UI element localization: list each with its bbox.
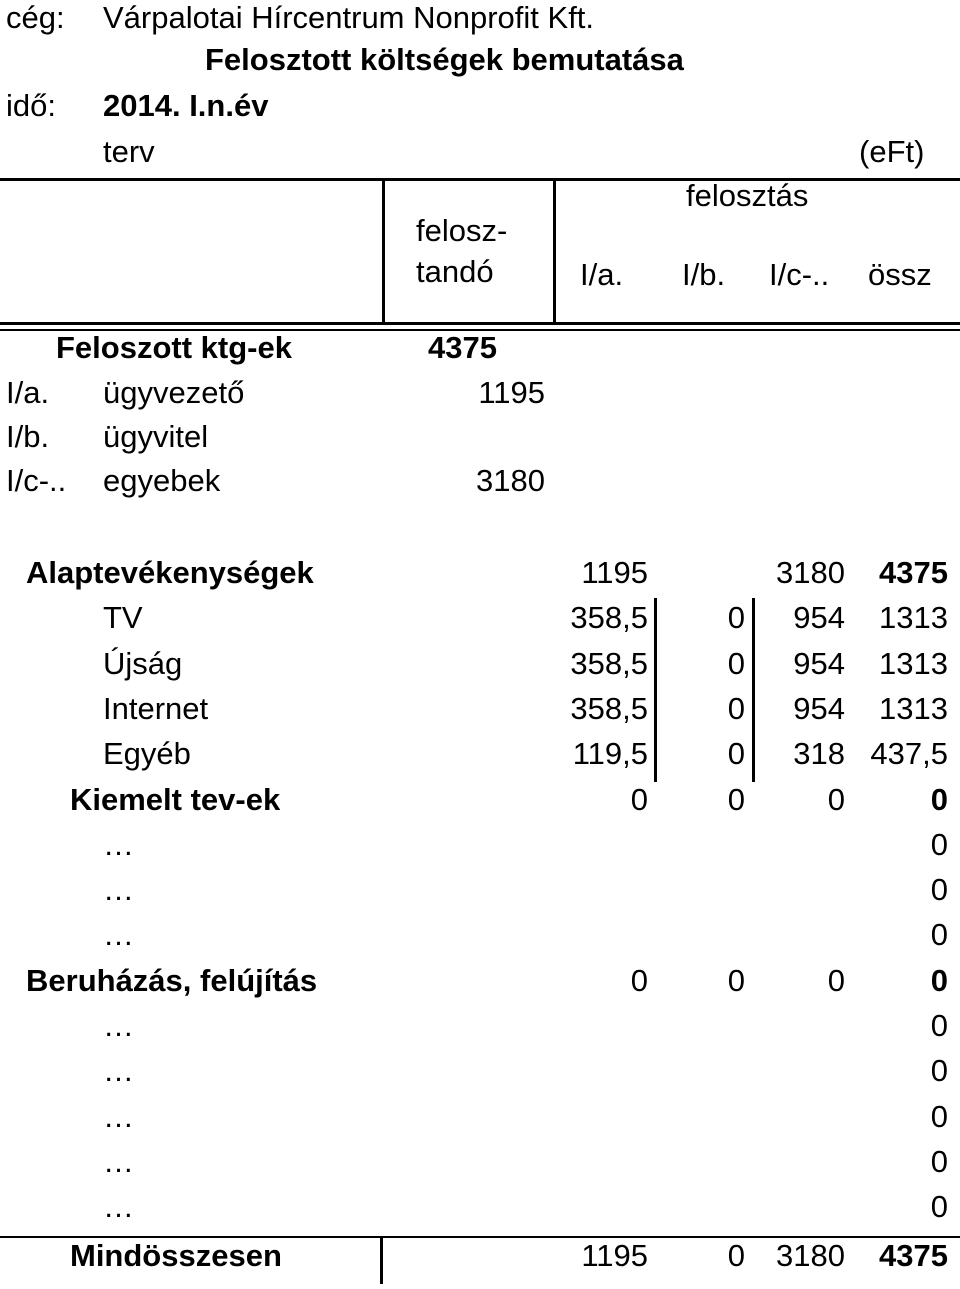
allocation-row-label: …: [103, 872, 134, 907]
header-top-rule: [0, 178, 960, 181]
cost-row-code: I/b.: [6, 419, 50, 454]
allocation-row-label: TV: [103, 600, 143, 635]
allocation-cell-total: 0: [930, 827, 948, 862]
allocation-cell-ib: 0: [727, 736, 745, 771]
period-value: 2014. I.n.év: [103, 88, 269, 123]
cost-section-title: Feloszott ktg-ek: [56, 330, 292, 365]
allocation-cell-total: 0: [930, 1053, 948, 1088]
allocation-cell-total: 437,5: [870, 736, 948, 771]
grand-total-ic: 3180: [776, 1238, 845, 1273]
allocation-row-label: …: [103, 1008, 134, 1043]
allocation-row-label: …: [103, 1099, 134, 1134]
allocation-cell-total: 1313: [879, 646, 948, 681]
allocation-cell-total: 0: [930, 1008, 948, 1043]
allocation-cell-ib: 0: [727, 600, 745, 635]
col-header-total: össz: [868, 257, 932, 292]
allocation-cell-total: 0: [930, 917, 948, 952]
allocation-row-label: …: [103, 1189, 134, 1224]
header-divider-left: [382, 178, 385, 324]
allocation-cell-ia: 0: [630, 963, 648, 998]
allocation-cell-ia: 358,5: [570, 691, 648, 726]
company-name: Várpalotai Hírcentrum Nonprofit Kft.: [103, 0, 595, 35]
grand-total-ia: 1195: [581, 1238, 648, 1273]
page-title: Felosztott költségek bemutatása: [205, 42, 684, 77]
col-header-ia: I/a.: [580, 257, 624, 292]
allocation-cell-ic: 318: [793, 736, 845, 771]
cost-row-code: I/c-..: [6, 463, 67, 498]
cost-row-code: I/a.: [6, 375, 50, 410]
unit-label: (eFt): [859, 134, 925, 169]
grand-total-sum: 4375: [879, 1238, 948, 1273]
allocation-cell-total: 0: [930, 782, 948, 817]
allocation-cell-total: 1313: [879, 600, 948, 635]
allocation-cell-total: 1313: [879, 691, 948, 726]
distributable-header-line1: felosz-: [416, 213, 508, 248]
allocation-cell-ia: 0: [630, 782, 648, 817]
allocation-cell-ib: 0: [727, 963, 745, 998]
allocation-row-label: …: [103, 917, 134, 952]
allocation-cell-total: 0: [930, 1144, 948, 1179]
header-bottom-rule: [0, 322, 960, 325]
allocation-row-label: Egyéb: [103, 736, 191, 771]
cost-row-amount: 1195: [478, 375, 545, 410]
allocation-cell-ib: 0: [727, 646, 745, 681]
allocation-divider-ia: [654, 598, 657, 782]
allocation-cell-ic: 0: [827, 782, 845, 817]
cost-row-name: ügyvezető: [103, 375, 245, 410]
cost-row-name: egyebek: [103, 463, 221, 498]
allocation-row-label: …: [103, 1144, 134, 1179]
footer-divider: [380, 1236, 383, 1284]
allocation-cell-total: 0: [930, 1189, 948, 1224]
allocation-cell-ic: 0: [827, 963, 845, 998]
allocation-cell-ic: 954: [793, 646, 845, 681]
allocation-row-label: Újság: [103, 646, 183, 681]
allocation-cell-ib: 0: [727, 782, 745, 817]
header-divider-right: [553, 178, 556, 324]
allocation-row-label: Internet: [103, 691, 209, 726]
cost-row-amount: 3180: [476, 463, 545, 498]
grand-total-label: Mindösszesen: [70, 1238, 282, 1273]
cost-section-total: 4375: [428, 330, 497, 365]
allocation-cell-ic: 954: [793, 691, 845, 726]
allocation-cell-total: 0: [930, 1099, 948, 1134]
allocation-cell-total: 4375: [879, 555, 948, 590]
col-header-ib: I/b.: [682, 257, 726, 292]
allocation-cell-ic: 3180: [776, 555, 845, 590]
allocation-row-label: Alaptevékenységek: [26, 555, 314, 590]
distributable-header-line2: tandó: [416, 254, 494, 289]
allocation-divider-ib: [752, 598, 755, 782]
allocation-cell-ia: 1195: [581, 555, 648, 590]
allocation-cell-ia: 358,5: [570, 646, 648, 681]
period-label: idő:: [6, 88, 56, 123]
allocation-group-header: felosztás: [686, 178, 809, 213]
allocation-row-label: …: [103, 827, 134, 862]
col-header-ic: I/c-..: [769, 257, 830, 292]
cost-row-name: ügyvitel: [103, 419, 209, 454]
allocation-cell-ia: 358,5: [570, 600, 648, 635]
allocation-cell-ib: 0: [727, 691, 745, 726]
allocation-row-label: …: [103, 1053, 134, 1088]
allocation-row-label: Kiemelt tev-ek: [70, 782, 281, 817]
allocation-cell-total: 0: [930, 872, 948, 907]
company-label: cég:: [6, 0, 65, 35]
plan-label: terv: [103, 134, 155, 169]
grand-total-ib: 0: [727, 1238, 745, 1273]
allocation-cell-total: 0: [930, 963, 948, 998]
allocation-row-label: Beruházás, felújítás: [26, 963, 318, 998]
allocation-cell-ic: 954: [793, 600, 845, 635]
allocation-cell-ia: 119,5: [572, 736, 648, 771]
